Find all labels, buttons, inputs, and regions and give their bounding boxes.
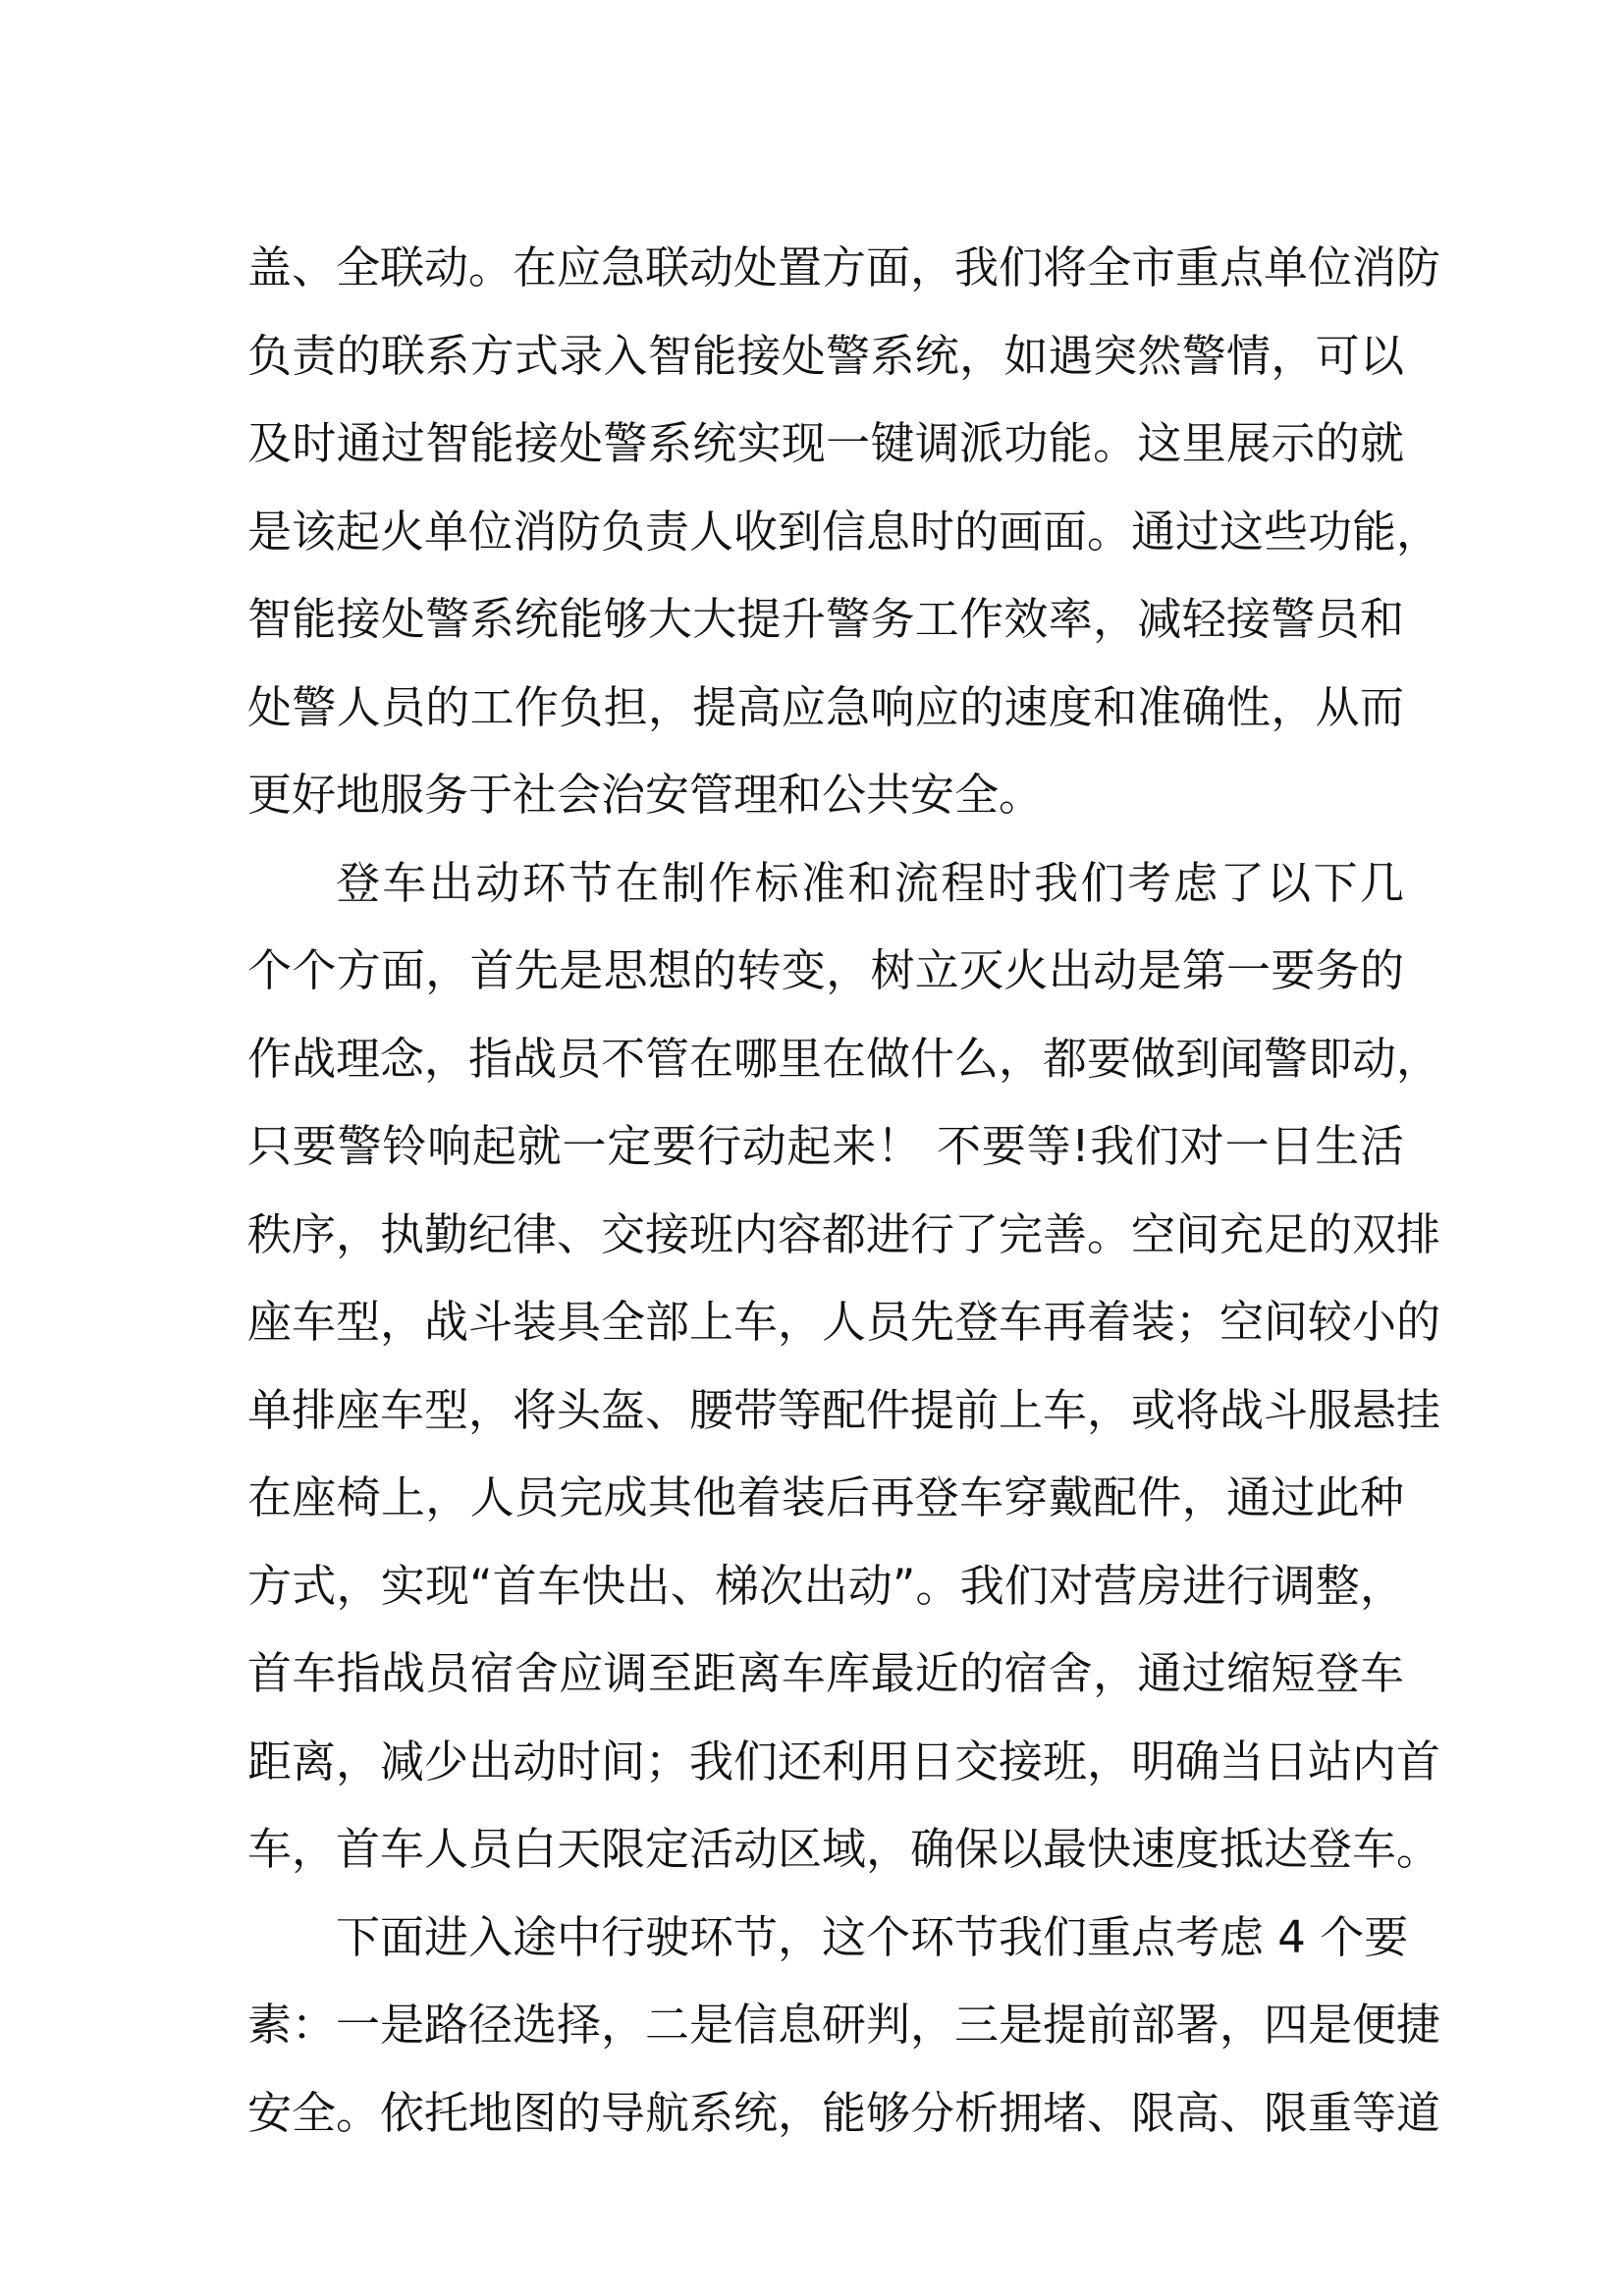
paragraph-2-line: 只要警铃响起就一定要行动起来！ 不要等!我们对一日生活	[247, 1120, 1404, 1172]
paragraph-2-line: 车，首车人员白天限定活动区域，确保以最快速度抵达登车。	[247, 1823, 1441, 1875]
paragraph-1-line: 更好地服务于社会治安管理和公共安全。	[247, 769, 1044, 821]
paragraph-3-line: 下面进入途中行驶环节，这个环节我们重点考虑 4 个要	[336, 1910, 1409, 1963]
paragraph-3-line: 素：一是路径选择，二是信息研判，三是提前部署，四是便捷	[247, 1999, 1441, 2051]
paragraph-2-line: 单排座车型，将头盔、腰带等配件提前上车，或将战斗服悬挂	[247, 1383, 1441, 1436]
paragraph-1-line: 处警人员的工作负担，提高应急响应的速度和准确性，从而	[247, 680, 1404, 733]
paragraph-1-line: 盖、全联动。在应急联动处置方面，我们将全市重点单位消防	[247, 241, 1441, 294]
paragraph-1-line: 及时通过智能接处警系统实现一键调派功能。这里展示的就	[247, 417, 1404, 469]
paragraph-1-line: 负责的联系方式录入智能接处警系统，如遇突然警情，可以	[247, 329, 1404, 382]
paragraph-3-line: 安全。依托地图的导航系统，能够分析拥堵、限高、限重等道	[247, 2086, 1441, 2139]
paragraph-2-line: 作战理念，指战员不管在哪里在做什么，都要做到闻警即动，	[247, 1032, 1441, 1085]
paragraph-1-line: 智能接处警系统能够大大提升警务工作效率，减轻接警员和	[247, 593, 1404, 645]
paragraph-2-line: 首车指战员宿舍应调至距离车库最近的宿舍，通过缩短登车	[247, 1647, 1404, 1699]
paragraph-1-line: 是该起火单位消防负责人收到信息时的画面。通过这些功能，	[247, 505, 1441, 558]
paragraph-2-line: 秩序，执勤纪律、交接班内容都进行了完善。空间充足的双排	[247, 1207, 1441, 1260]
paragraph-2-line: 登车出动环节在制作标准和流程时我们考虑了以下几	[336, 856, 1404, 909]
paragraph-2-line: 个个方面，首先是思想的转变，树立灭火出动是第一要务的	[247, 944, 1404, 996]
paragraph-2-line: 座车型，战斗装具全部上车，人员先登车再着装；空间较小的	[247, 1296, 1441, 1348]
paragraph-2-line: 距离，减少出动时间；我们还利用日交接班，明确当日站内首	[247, 1735, 1441, 1788]
body-text	[247, 224, 1441, 2157]
paragraph-2-line: 在座椅上，人员完成其他着装后再登车穿戴配件，通过此种	[247, 1471, 1404, 1523]
paragraph-2-line: 方式，实现“首车快出、梯次出动”。我们对营房进行调整，	[247, 1559, 1404, 1612]
